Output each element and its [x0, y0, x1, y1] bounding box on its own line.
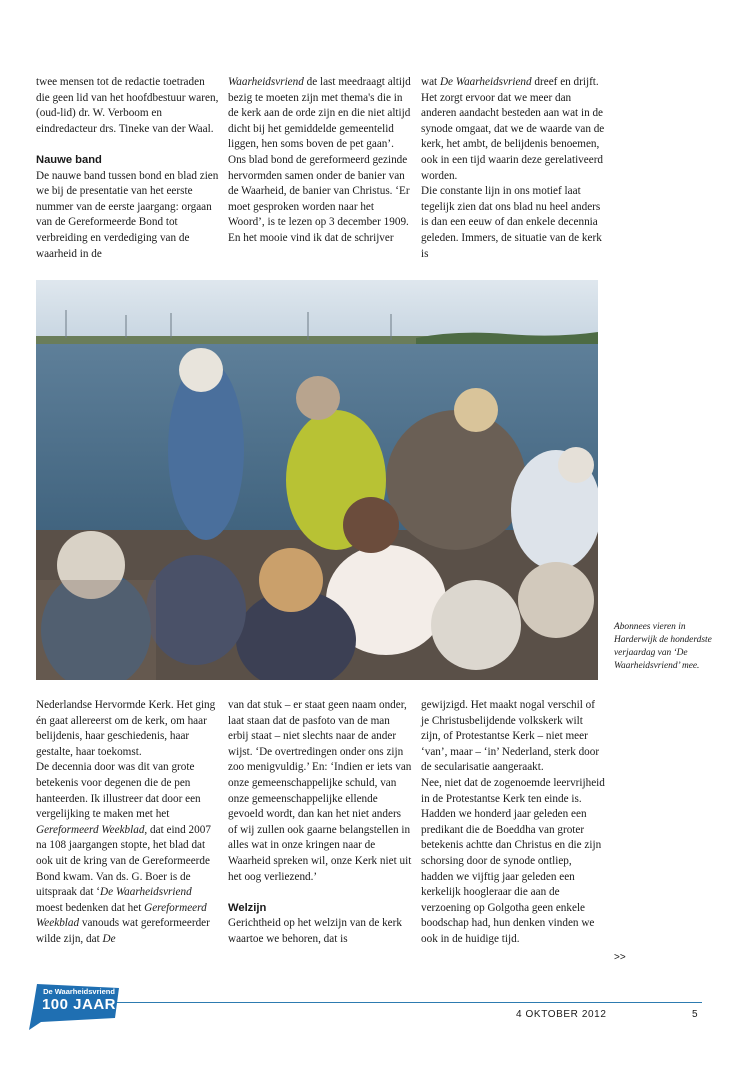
section-heading-nauwe-band: Nauwe band [36, 153, 102, 166]
text-run: vanouds wat gereformeerder wilde zijn, dat [36, 917, 210, 945]
text-run: moest bedenken dat het [36, 901, 145, 914]
bottom-col2-paragraph-2: Gerichtheid op het welzijn van de kerk waartoe we behoren, dat is [228, 917, 402, 945]
top-col2-paragraph-1 [228, 75, 412, 153]
footer-date: 4 OKTOBER 2012 [516, 1009, 607, 1020]
publication-title: De [102, 932, 116, 945]
bottom-col2-paragraph-1: van dat stuk – er staat geen naam onder, laat staan dat de pasfoto van de man erbij staat – niet slechts naar de ander wijst. ‘De overtredingen onder ons zijn zoo menigvuldig.’ En: ‘Indien er iets van onze gemeenschappelijke schuld, van onze gemeenschappelijke ellende gevoeld wordt, dan kan het niet anders of wij zullen ook gaarne belangstellen in alles wat in onze kringen naar de Waarheid spreken wil, onze Kerk niet uit het oog verliezend.’ [228, 699, 412, 883]
top-column-3 [421, 75, 605, 262]
publication-title: Gereformeerd Weekblad [36, 823, 145, 836]
bottom-column-1 [36, 698, 220, 948]
top-col2-paragraph-2: Ons blad bond de gereformeerd gezinde hervormden samen onder de banier van de Waarheid, de banier van Christus. ‘Er moet gesproken worden naar het Woord’, is te lezen op 3 december 1909. En het mooie vind ik dat de schrijver [228, 153, 410, 244]
bottom-col1-paragraph-2 [36, 760, 220, 947]
bottom-column-2 [228, 698, 412, 948]
bottom-column-3 [421, 698, 605, 948]
top-column-2 [228, 75, 412, 247]
footer-rule [112, 1002, 702, 1003]
publication-title: Waarheidsvriend [228, 76, 304, 88]
top-col3-paragraph-1 [421, 75, 605, 184]
photo-caption: Abonnees vieren in Harderwijk de honderdste verjaardag van ‘De Waarheidsvriend’ mee. [614, 622, 712, 671]
logo-name: De Waarheidsvriend [43, 987, 115, 996]
logo-years: 100 JAAR [41, 996, 117, 1013]
text-run: De decennia door was dit van grote betekenis voor degenen die de pen hanteerden. Ik illustreer dat door een vergelijking te maken met het [36, 761, 201, 821]
section-heading-welzijn: Welzijn [228, 901, 267, 914]
bottom-col3-paragraph-1: gewijzigd. Het maakt nogal verschil of je Christusbelijdende volkskerk wilt zijn, of Protestantse Kerk – niet meer ‘van’, maar – ‘in’ Nederland, sterk door de secularisatie aangeraakt. [421, 699, 600, 774]
publication-title: Gereformeerd Weekblad [36, 901, 207, 930]
anniversary-logo [27, 984, 119, 1032]
top-col3-paragraph-1-text: dreef en drijft. Het zorgt ervoor dat we meer dan anderen aandacht besteden aan wat in de synode omgaat, dat we de waarde van de kerk, het ambt, de belijdenis benoemen, ook in een tijd waarin deze gerelativeerd worden. [421, 76, 605, 182]
text-run: , dat eind 2007 na 108 jaargangen stopte, het blad dat ook uit de kring van de Gereformeerde Bond kwam. Van ds. G. Boer is de uitspraak dat ‘ [36, 823, 211, 899]
top-col1-paragraph-1: twee mensen tot de redactie toetraden die geen lid van het hoofdbestuur waren, (oud-lid) dr. W. Verboom en eindredacteur drs. Tineke van der Waal. [36, 76, 219, 135]
continue-arrows: >> [614, 952, 626, 963]
top-col1-paragraph-2: De nauwe band tussen bond en blad zien we bij de presentatie van het eerste nummer van de eerste jaargang: orgaan van de Gereformeerde Bond tot verbreiding en verdediging van de waarheid in de [36, 169, 219, 260]
publication-title: De Waarheidsvriend [100, 886, 192, 899]
top-col2-paragraph-1-text: de last meedraagt altijd bezig te moeten zijn met thema's die in de kerk aan de orde zijn en die niet altijd dicht bij het gemiddelde gemeentelid liggen, hen soms boven de pet gaan’. [228, 76, 411, 151]
page-number: 5 [692, 1009, 698, 1020]
event-photo [36, 280, 598, 680]
top-column-1 [36, 75, 220, 262]
bottom-col1-paragraph-1: Nederlandse Hervormde Kerk. Het ging én gaat allereerst om de kerk, om haar belijdenis, haar geschiedenis, haar gestalte, haar toekomst. [36, 699, 216, 758]
bottom-col3-paragraph-2: Nee, niet dat de zogenoemde leervrijheid in de Protestantse Kerk ten einde is. Hadden we honderd jaar geleden een predikant die de Boeddha van groter betekenis achtte dan Christus en die zijn schorsing door de synode ontliep, hadden we vijftig jaar geleden een kerkelijk hoogleraar die aan de verzoening op Golgotha geen enkele boodschap had, hun denken vinden we ook in de huidige tijd. [421, 776, 605, 945]
top-col3-paragraph-1-lead: wat [421, 76, 440, 88]
publication-title: De Waarheidsvriend [439, 76, 532, 88]
top-col3-paragraph-2: Die constante lijn in ons motief laat tegelijk zien dat ons blad nu heel anders is dan een eeuw of dan enkele decennia geleden. Immers, de situatie van de kerk is [421, 185, 602, 260]
